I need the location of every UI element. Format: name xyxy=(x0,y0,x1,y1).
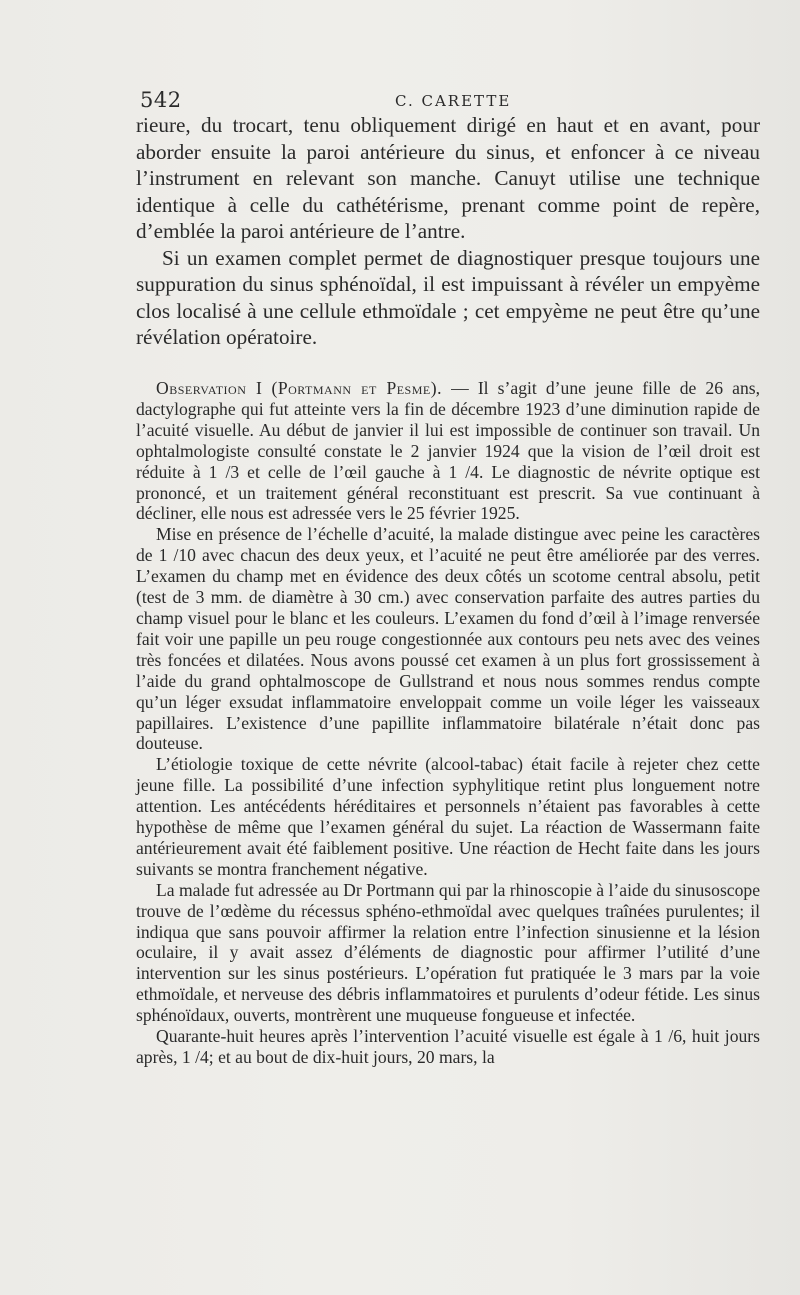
observation-paragraph: Mise en présence de l’échelle d’acuité, la malade distingue avec peine les caractères de 1 /10 avec chacun des deux yeux, et l’acuité ne peut être améliorée par des verres. L’examen du champ met en évidence des deux côtés un scotome central absolu, petit (test de 3 mm. de diamètre à 30 cm.) avec conservation parfaite des autres parties du champ visuel pour le blanc et les couleurs. L’examen du fond d’œil à l’image renversée fait voir une papille un peu rouge congestionnée aux contours peu nets avec des veines très foncées et dilatées. Nous avons poussé cet examen à un plus fort grossissement à l’aide du grand ophtalmoscope de Gullstrand et nous nous sommes rendus compte qu’un léger exsudat inflammatoire enveloppait comme un voile léger les vaisseaux papillaires. L’existence d’une papillite inflammatoire bilatérale n’était donc pas douteuse. xyxy=(136,524,760,754)
page-number: 542 xyxy=(140,88,182,112)
body-paragraph: Si un examen complet permet de diagnostiquer presque toujours une suppuration du sinus sphénoïdal, il est impuissant à révéler un empyème clos localisé à une cellule ethmoïdale ; cet empyème ne peut être qu’une révélation opératoire. xyxy=(136,245,760,349)
observation-authors: (Portmann et Pesme). xyxy=(271,378,442,398)
observation-paragraph: Quarante-huit heures après l’intervention l’acuité visuelle est égale à 1 /6, huit jours après, 1 /4; et au bout de dix-huit jours, 20 mars, la xyxy=(136,1026,760,1067)
observation-section xyxy=(136,378,760,1068)
observation-paragraph xyxy=(136,378,760,524)
observation-paragraph: L’étiologie toxique de cette névrite (alcool-tabac) était facile à rejeter chez cette jeune fille. La possibilité d’une infection syphylitique retint plus longuement notre attention. Les antécédents héréditaires et personnels n’étaient pas favorables à cette hypothèse de même que l’examen général du sujet. La réaction de Wassermann faite antérieurement avait été faiblement positive. Une réaction de Hecht faite dans les jours suivants se montra franchement négative. xyxy=(136,754,760,879)
observation-text: — Il s’agit d’une jeune fille de 26 ans, dactylographe qui fut atteinte vers la fin de décembre 1923 d’une diminution rapide de l’acuité visuelle. Au début de janvier il lui est impossible de continuer son travail. Un ophtalmologiste consulté constate le 2 janvier 1924 que la vision de l’œil droit est réduite à 1 /3 et celle de l’œil gauche à 1 /4. Le diagnostic de névrite optique est prononcé, et un traitement général reconstituant est prescrit. Sa vue continuant à décliner, elle nous est adressée vers le 25 février 1925. xyxy=(136,378,760,524)
body-text xyxy=(136,112,760,351)
observation-label: Observation I xyxy=(156,378,263,398)
observation-paragraph: La malade fut adressée au Dr Portmann qui par la rhinoscopie à l’aide du sinusoscope trouve de l’œdème du récessus sphéno-ethmoïdal avec quelques traînées purulentes; il indiqua que sans pouvoir affirmer la relation entre l’infection sinusienne et la lésion oculaire, il y avait assez d’éléments de diagnostic pour affirmer l’utilité d’une intervention sur les sinus postérieurs. L’opération fut pratiquée le 3 mars par la voie ethmoïdale, et nerveuse des débris inflammatoires et purulents d’odeur fétide. Les sinus sphénoïdaux, ouverts, montrèrent une muqueuse fongueuse et infectée. xyxy=(136,879,760,1026)
body-paragraph: rieure, du trocart, tenu obliquement dirigé en haut et en avant, pour aborder ensuite la paroi antérieure du sinus, et enfoncer à ce niveau l’instrument en relevant son manche. Canuyt utilise une technique identique à celle du cathétérisme, prenant comme point de repère, d’emblée la paroi antérieure de l’antre. xyxy=(136,113,760,243)
running-head: C. CARETTE xyxy=(395,92,512,110)
